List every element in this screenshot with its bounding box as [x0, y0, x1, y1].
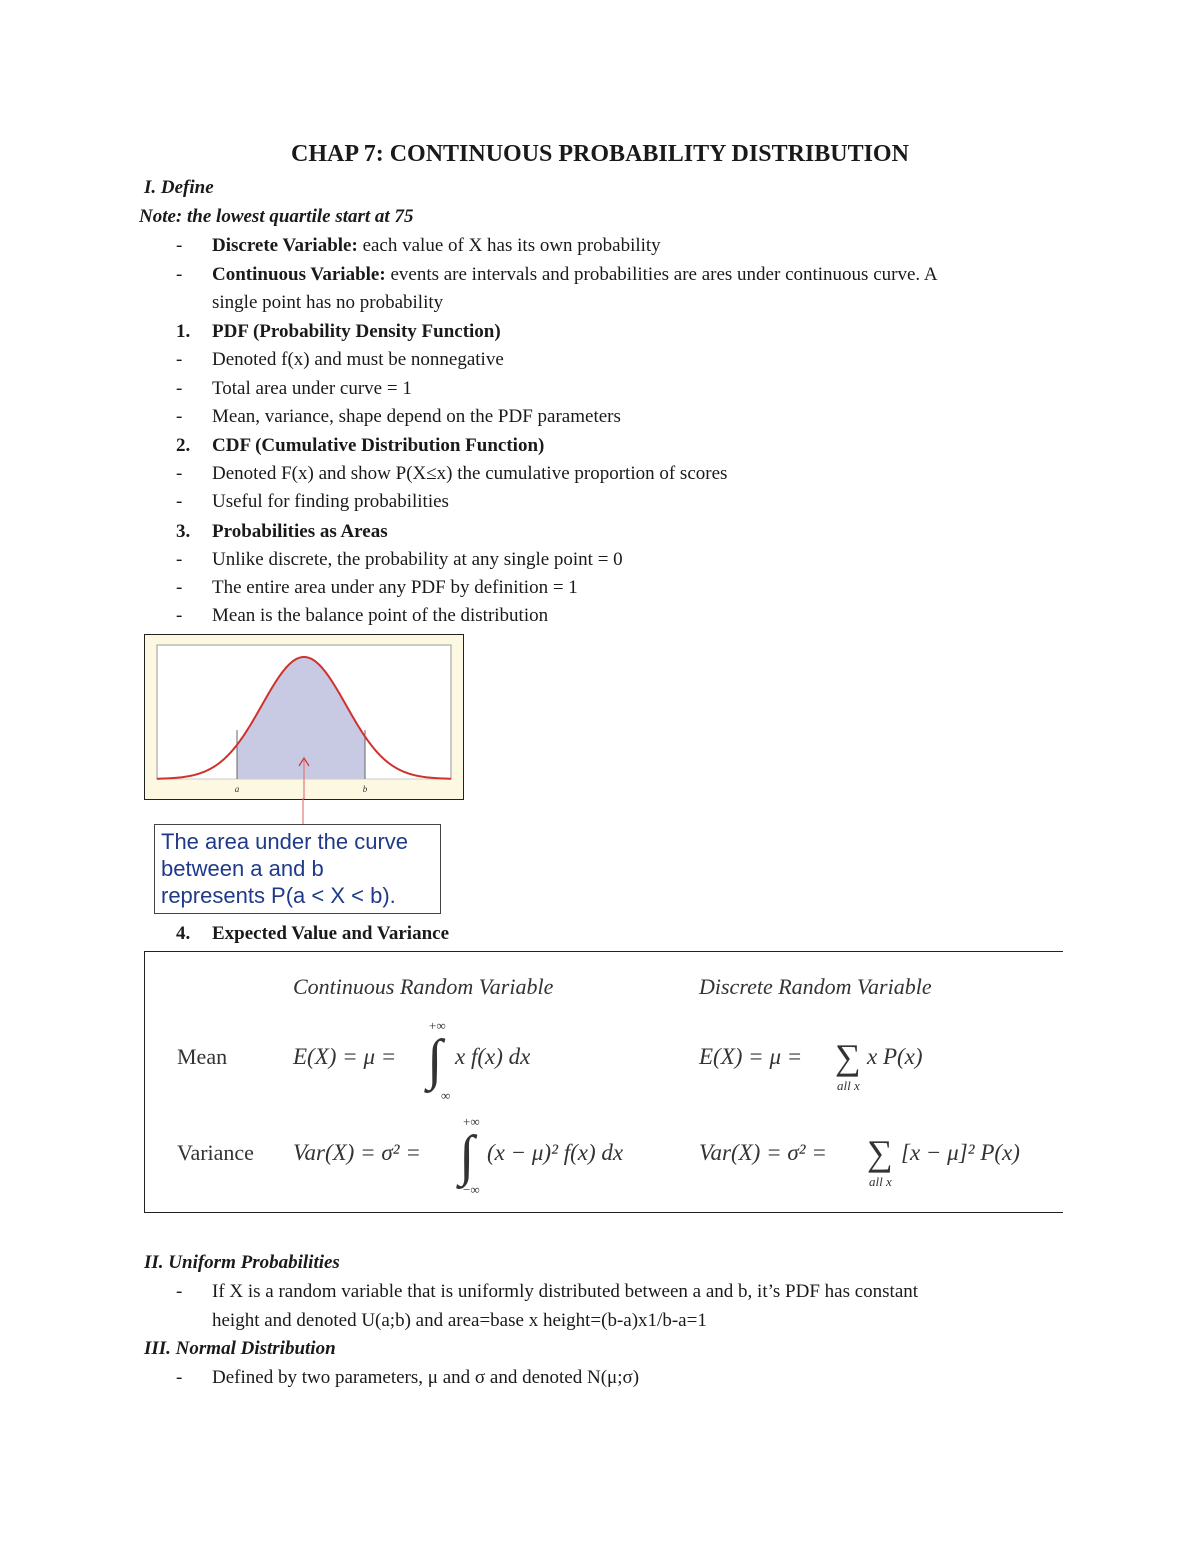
row-mean-label: Mean [177, 1044, 228, 1069]
list-item-text: Mean is the balance point of the distribution [212, 605, 549, 626]
mean-cont-upper: +∞ [429, 1018, 446, 1033]
mean-cont-lower: ∞ [441, 1088, 451, 1103]
callout-line: between a and b [161, 856, 324, 881]
mean-disc-lhs: E(X) = μ = [699, 1044, 803, 1069]
section-2-heading: II. Uniform Probabilities [144, 1252, 340, 1273]
row-variance-label: Variance [177, 1140, 254, 1165]
bullet-dash: - [176, 235, 183, 256]
mean-cont-rhs: x f(x) dx [455, 1044, 531, 1069]
col-continuous-header: Continuous Random Variable [293, 974, 554, 999]
sum-icon: ∑ [867, 1133, 893, 1173]
list-item-text: Unlike discrete, the probability at any single point = 0 [212, 549, 623, 570]
list-item-text: Denoted F(x) and show P(X≤x) the cumulative proportion of scores [212, 463, 728, 484]
continuous-label: Continuous Variable: [212, 264, 386, 285]
callout-line: represents P(a < X < b). [161, 883, 396, 908]
discrete-label: Discrete Variable: [212, 235, 358, 256]
list-item-text: Defined by two parameters, μ and σ and denoted N(μ;σ) [212, 1367, 640, 1388]
continuous-text-cont: single point has no probability [212, 292, 444, 313]
note-line: Note: the lowest quartile start at 75 [139, 206, 414, 227]
page-title: CHAP 7: CONTINUOUS PROBABILITY DISTRIBUTION [291, 141, 909, 167]
var-disc-lhs: Var(X) = σ² = [699, 1140, 827, 1165]
integral-icon: ∫ [427, 1029, 443, 1091]
bullet-dash: - [176, 463, 183, 484]
section-3-heading: III. Normal Distribution [144, 1338, 336, 1359]
var-cont-rhs: (x − μ)² f(x) dx [487, 1140, 624, 1165]
var-disc-sub: all x [869, 1174, 892, 1189]
mean-disc-rhs: x P(x) [867, 1044, 923, 1069]
bullet-dash: - [176, 264, 183, 285]
list-item-text: Useful for finding probabilities [212, 491, 449, 512]
cdf-heading: CDF (Cumulative Distribution Function) [212, 435, 545, 456]
discrete-text: each value of X has its own probability [357, 235, 661, 256]
mean-cont-lhs: E(X) = μ = [293, 1044, 397, 1069]
bullet-dash: - [176, 1281, 183, 1302]
axis-label-b: b [362, 784, 368, 794]
bullet-dash: - [176, 577, 183, 598]
list-item-text: If X is a random variable that is uniformly distributed between a and b, it’s PDF has constant [212, 1281, 919, 1302]
area-callout [154, 824, 441, 914]
bullet-dash: - [176, 605, 183, 626]
pdf-heading: PDF (Probability Density Function) [212, 321, 501, 342]
formula-box [144, 951, 1063, 1213]
var-cont-lower: −∞ [463, 1182, 480, 1197]
bullet-dash: - [176, 349, 183, 370]
bullet-dash: - [176, 549, 183, 570]
list-item-text-cont: height and denoted U(a;b) and area=base x height=(b-a)x1/b-a=1 [212, 1310, 707, 1331]
list-item-text: The entire area under any PDF by definition = 1 [212, 577, 578, 598]
continuous-text: events are intervals and probabilities are ares under continuous curve. A [385, 264, 938, 285]
bullet-dash: - [176, 406, 183, 427]
var-cont-upper: +∞ [463, 1114, 480, 1129]
number: 3. [176, 521, 191, 542]
number: 2. [176, 435, 191, 456]
pointer-connector [300, 798, 308, 826]
bullet-dash: - [176, 491, 183, 512]
number: 1. [176, 321, 191, 342]
section-1-heading: I. Define [144, 177, 214, 198]
list-item-text: Denoted f(x) and must be nonnegative [212, 349, 504, 370]
integral-icon: ∫ [459, 1125, 475, 1187]
mean-disc-sub: all x [837, 1078, 860, 1093]
bullet-dash: - [176, 1367, 183, 1388]
sum-icon: ∑ [835, 1037, 861, 1077]
normal-curve-svg [145, 635, 463, 799]
areas-heading: Probabilities as Areas [212, 521, 388, 542]
callout-line: The area under the curve [161, 829, 409, 854]
var-disc-rhs: [x − μ]² P(x) [901, 1140, 1020, 1165]
number: 4. [176, 923, 191, 944]
expected-heading: Expected Value and Variance [212, 923, 450, 944]
axis-label-a: a [234, 784, 240, 794]
var-cont-lhs: Var(X) = σ² = [293, 1140, 421, 1165]
list-item-text: Mean, variance, shape depend on the PDF parameters [212, 406, 621, 427]
bullet-dash: - [176, 378, 183, 399]
normal-curve-figure [144, 634, 464, 800]
col-discrete-header: Discrete Random Variable [699, 974, 932, 999]
list-item-text: Total area under curve = 1 [212, 378, 412, 399]
